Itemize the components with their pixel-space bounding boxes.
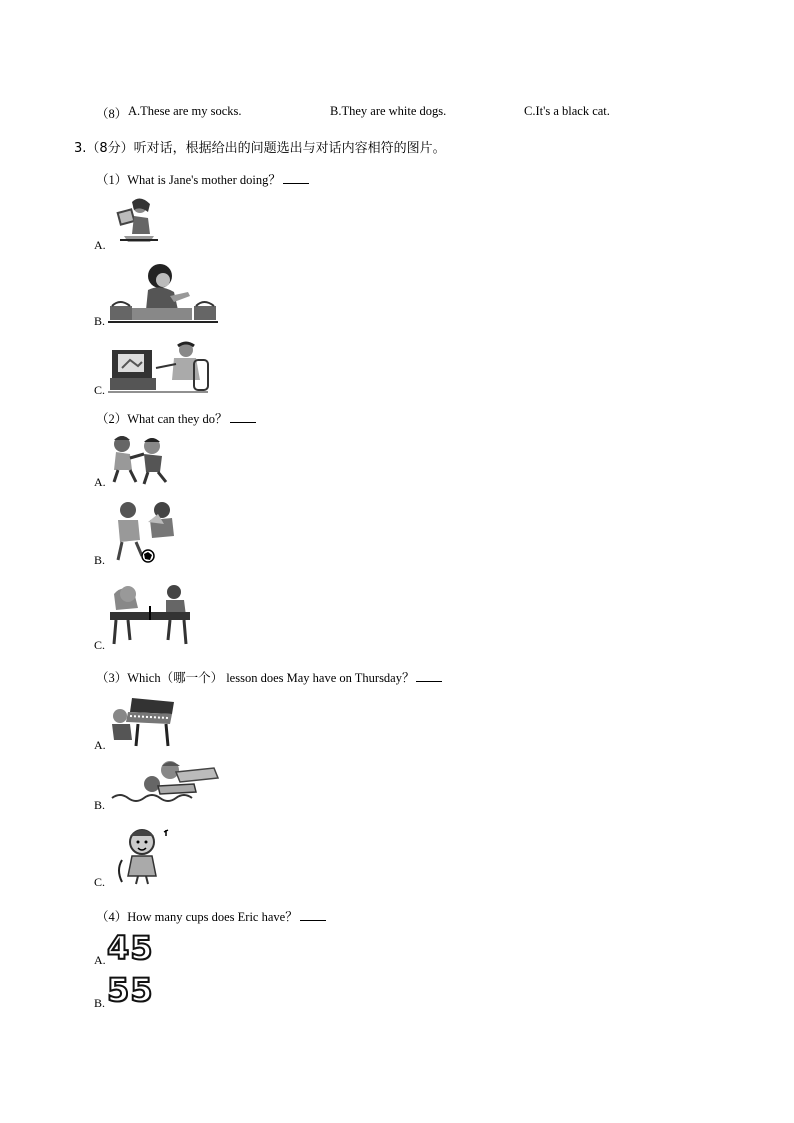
question-2-prompt: （2）What can they do？	[96, 409, 256, 427]
q1-option-a-label[interactable]: A.	[94, 238, 106, 252]
girl-piano-icon[interactable]	[108, 694, 176, 748]
q1-option-c-label[interactable]: C.	[94, 383, 106, 397]
question-1-prompt: （1）What is Jane's mother doing？	[96, 170, 309, 188]
woman-reading-icon[interactable]	[110, 196, 160, 248]
kids-table-tennis-icon[interactable]	[108, 582, 194, 648]
q4-option-a-value[interactable]: 45	[107, 929, 154, 967]
question-3-prompt: （3）Which（哪一个） lesson does May have on Thursday？	[96, 668, 442, 686]
q2-item8-option-a[interactable]: A.These are my socks.	[128, 104, 242, 118]
q4-option-b-value[interactable]: 55	[107, 971, 154, 1009]
section-3-heading: 3.（8分）听对话，根据给出的问题选出与对话内容相符的图片。	[74, 141, 446, 156]
answer-blank[interactable]	[416, 671, 442, 682]
q2-option-b-label[interactable]: B.	[94, 553, 106, 567]
q3-option-c-label[interactable]: C.	[94, 875, 106, 889]
answer-blank[interactable]	[300, 910, 326, 921]
woman-gardening-icon[interactable]	[108, 262, 218, 324]
kids-football-icon[interactable]	[108, 500, 180, 566]
question-4-prompt: （4）How many cups does Eric have？	[96, 907, 326, 925]
q3-option-a-label[interactable]: A.	[94, 738, 106, 752]
answer-blank[interactable]	[230, 412, 256, 423]
q2-item8-number: （8）	[96, 107, 128, 121]
q1-option-b-label[interactable]: B.	[94, 314, 106, 328]
kids-swimming-icon[interactable]	[110, 758, 222, 808]
woman-watching-tv-icon[interactable]	[108, 340, 210, 394]
girl-singing-icon[interactable]	[112, 826, 176, 886]
q4-option-a-label[interactable]: A.	[94, 953, 106, 967]
q2-option-a-label[interactable]: A.	[94, 475, 106, 489]
q3-option-b-label[interactable]: B.	[94, 798, 106, 812]
kids-dancing-icon[interactable]	[108, 434, 172, 486]
q4-option-b-label[interactable]: B.	[94, 996, 106, 1010]
q2-item8-option-b[interactable]: B.They are white dogs.	[330, 104, 447, 118]
q2-option-c-label[interactable]: C.	[94, 638, 106, 652]
answer-blank[interactable]	[283, 173, 309, 184]
q2-item8-option-c[interactable]: C.It's a black cat.	[524, 104, 610, 118]
